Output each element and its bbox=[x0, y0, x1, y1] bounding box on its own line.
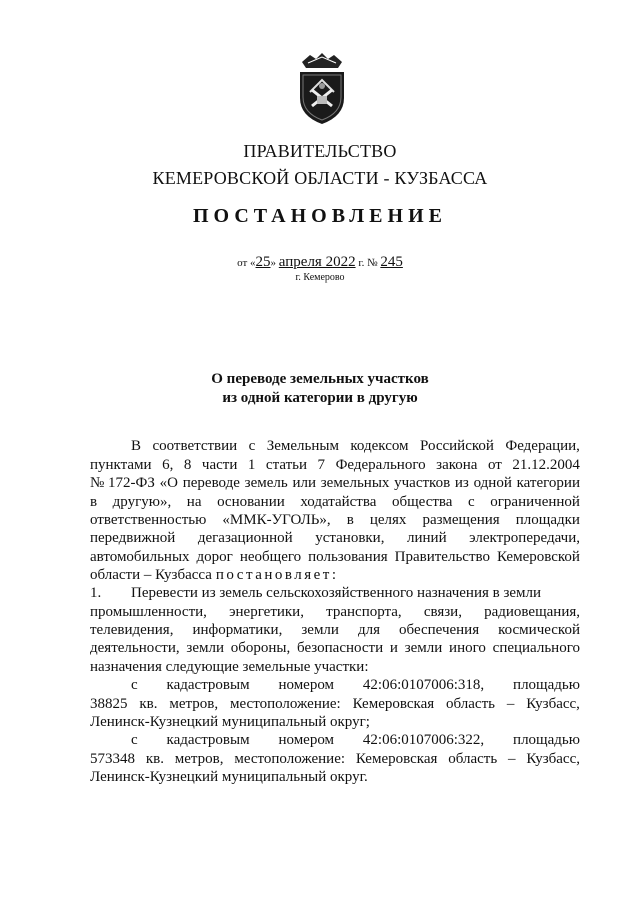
word: иного bbox=[449, 640, 486, 656]
word: кадастровым bbox=[166, 677, 250, 693]
land-plot-line bbox=[90, 713, 580, 731]
word: «ММК-УГОЛЬ», bbox=[222, 512, 331, 528]
subject-line-2: из одной категории в другую bbox=[222, 390, 418, 406]
body-line bbox=[90, 548, 580, 566]
word: автомобильных bbox=[90, 549, 190, 565]
body-text: назначения следующие земельные участки: bbox=[90, 659, 369, 675]
word: и bbox=[389, 640, 398, 656]
word: транспорта, bbox=[326, 604, 402, 620]
word: переводе bbox=[182, 475, 240, 491]
body-line bbox=[90, 474, 580, 492]
word: закона bbox=[436, 457, 478, 473]
word: кадастровым bbox=[166, 732, 250, 748]
word: пользования bbox=[308, 549, 388, 565]
word: № 172-ФЗ bbox=[90, 475, 155, 491]
word: номером bbox=[278, 677, 335, 693]
word: Федерального bbox=[335, 457, 426, 473]
decree-verb: постановляет: bbox=[215, 567, 339, 583]
word: промышленности, bbox=[90, 604, 207, 620]
word: местоположение: bbox=[230, 696, 341, 712]
word: Земельным bbox=[266, 438, 339, 454]
body-text: области – Кузбасса bbox=[90, 567, 212, 583]
word: или bbox=[292, 475, 316, 491]
word: Федерации, bbox=[505, 438, 580, 454]
word: категории bbox=[516, 475, 580, 491]
body-text: Перевести из земель сельскохозяйственного назначения в земли bbox=[131, 585, 542, 601]
word: 573348 bbox=[90, 751, 135, 767]
word: радиовещания, bbox=[484, 604, 580, 620]
word: линий bbox=[407, 530, 447, 546]
word: 42:06:0107006:322, bbox=[362, 732, 485, 748]
word: от bbox=[487, 457, 502, 473]
word: дорог bbox=[196, 549, 233, 565]
word: на bbox=[186, 494, 202, 510]
word: метров, bbox=[174, 751, 224, 767]
word: 42:06:0107006:318, bbox=[362, 677, 485, 693]
word: одной bbox=[473, 475, 512, 491]
word: Кемеровская bbox=[355, 751, 438, 767]
word: с bbox=[131, 732, 138, 748]
word: область bbox=[448, 751, 498, 767]
place-of-issue: г. Кемерово bbox=[295, 272, 345, 283]
organization-line-2: КЕМЕРОВСКОЙ ОБЛАСТИ - КУЗБАССА bbox=[152, 168, 488, 188]
document-type-title: ПОСТАНОВЛЕНИЕ bbox=[193, 205, 447, 227]
word: Кемеровской bbox=[496, 549, 580, 565]
date-prefix: от « bbox=[237, 257, 256, 269]
word: участков bbox=[394, 475, 451, 491]
body-line bbox=[90, 529, 580, 547]
word: энергетики, bbox=[229, 604, 304, 620]
word: электропередачи, bbox=[469, 530, 580, 546]
land-plot-line bbox=[131, 731, 580, 749]
word: ходатайства bbox=[300, 494, 377, 510]
word: земли bbox=[404, 640, 443, 656]
body-line bbox=[90, 639, 580, 657]
word: кодексом bbox=[350, 438, 409, 454]
word: земель bbox=[244, 475, 288, 491]
word: В bbox=[131, 438, 142, 454]
word: площадью bbox=[513, 677, 580, 693]
land-plot-line bbox=[131, 676, 580, 694]
word: обороны, bbox=[230, 640, 291, 656]
word: Правительство bbox=[394, 549, 490, 565]
word: связи, bbox=[423, 604, 462, 620]
date-year-suffix: г. № bbox=[358, 257, 378, 269]
item-number: 1. bbox=[90, 585, 102, 601]
word: деятельности, bbox=[90, 640, 180, 656]
subject-line-1: О переводе земельных участков bbox=[211, 371, 429, 387]
word: метров, bbox=[169, 696, 219, 712]
word: безопасности bbox=[297, 640, 384, 656]
word: 38825 bbox=[90, 696, 128, 712]
land-plot-line bbox=[90, 695, 580, 713]
coat-of-arms-icon bbox=[298, 50, 346, 126]
word: – bbox=[506, 696, 515, 712]
word: местоположение: bbox=[234, 751, 346, 767]
word: площадки bbox=[515, 512, 580, 528]
land-plot-line bbox=[90, 768, 580, 786]
body-text: Ленинск-Кузнецкий муниципальный округ. bbox=[90, 769, 368, 785]
word: статьи bbox=[265, 457, 308, 473]
body-line bbox=[131, 437, 580, 455]
word: – bbox=[508, 751, 516, 767]
document-number: 245 bbox=[380, 254, 403, 270]
word: телевидения, bbox=[90, 622, 174, 638]
word: земли bbox=[301, 622, 339, 638]
word: целях bbox=[369, 512, 407, 528]
word: информатики, bbox=[192, 622, 283, 638]
word: 6, bbox=[162, 457, 174, 473]
word: Российской bbox=[419, 438, 494, 454]
word: основании bbox=[217, 494, 285, 510]
word: специального bbox=[492, 640, 580, 656]
date-month-year: апреля 2022 bbox=[278, 254, 356, 270]
body-line bbox=[90, 621, 580, 639]
word: с bbox=[131, 677, 138, 693]
word: кв. bbox=[139, 696, 158, 712]
date-day: 25 bbox=[255, 254, 271, 270]
word: Кемеровская bbox=[352, 696, 435, 712]
body-text: Ленинск-Кузнецкий муниципальный округ; bbox=[90, 714, 370, 730]
word: установки, bbox=[315, 530, 385, 546]
word: земли bbox=[186, 640, 224, 656]
word: область bbox=[446, 696, 495, 712]
body-line bbox=[90, 566, 580, 584]
word: номером bbox=[278, 732, 335, 748]
word: Кузбасс, bbox=[526, 696, 580, 712]
word: площадью bbox=[513, 732, 580, 748]
body-line bbox=[90, 493, 580, 511]
coat-of-arms-emblem bbox=[298, 50, 346, 126]
word: земельных bbox=[320, 475, 390, 491]
word: ограниченной bbox=[490, 494, 580, 510]
word: общества bbox=[391, 494, 453, 510]
body-line bbox=[90, 658, 580, 676]
body-line bbox=[90, 603, 580, 621]
word: дегазационной bbox=[197, 530, 293, 546]
word: 21.12.2004 bbox=[512, 457, 580, 473]
word: необщего bbox=[239, 549, 302, 565]
word: другую», bbox=[112, 494, 172, 510]
word: для bbox=[357, 622, 380, 638]
word: 1 bbox=[247, 457, 256, 473]
land-plot-line bbox=[90, 750, 580, 768]
word: 7 bbox=[317, 457, 326, 473]
date-mid: » bbox=[270, 257, 277, 269]
word: с bbox=[468, 494, 475, 510]
word: «О bbox=[159, 475, 178, 491]
word: кв. bbox=[145, 751, 164, 767]
body-line bbox=[90, 511, 580, 529]
word: соответствии bbox=[152, 438, 238, 454]
word: Кузбасс, bbox=[526, 751, 580, 767]
word: пунктами bbox=[90, 457, 152, 473]
word: ответственностью bbox=[90, 512, 207, 528]
organization-line-1: ПРАВИТЕЛЬСТВО bbox=[243, 141, 397, 161]
body-line bbox=[90, 584, 580, 602]
word: 8 bbox=[183, 457, 192, 473]
word: в bbox=[346, 512, 354, 528]
word: космической bbox=[498, 622, 580, 638]
word: из bbox=[454, 475, 469, 491]
word: передвижной bbox=[90, 530, 176, 546]
word: с bbox=[248, 438, 256, 454]
word: части bbox=[201, 457, 238, 473]
word: размещения bbox=[422, 512, 500, 528]
date-number-line bbox=[0, 254, 640, 271]
word: в bbox=[90, 494, 98, 510]
body-line bbox=[90, 456, 580, 474]
word: обеспечения bbox=[399, 622, 480, 638]
